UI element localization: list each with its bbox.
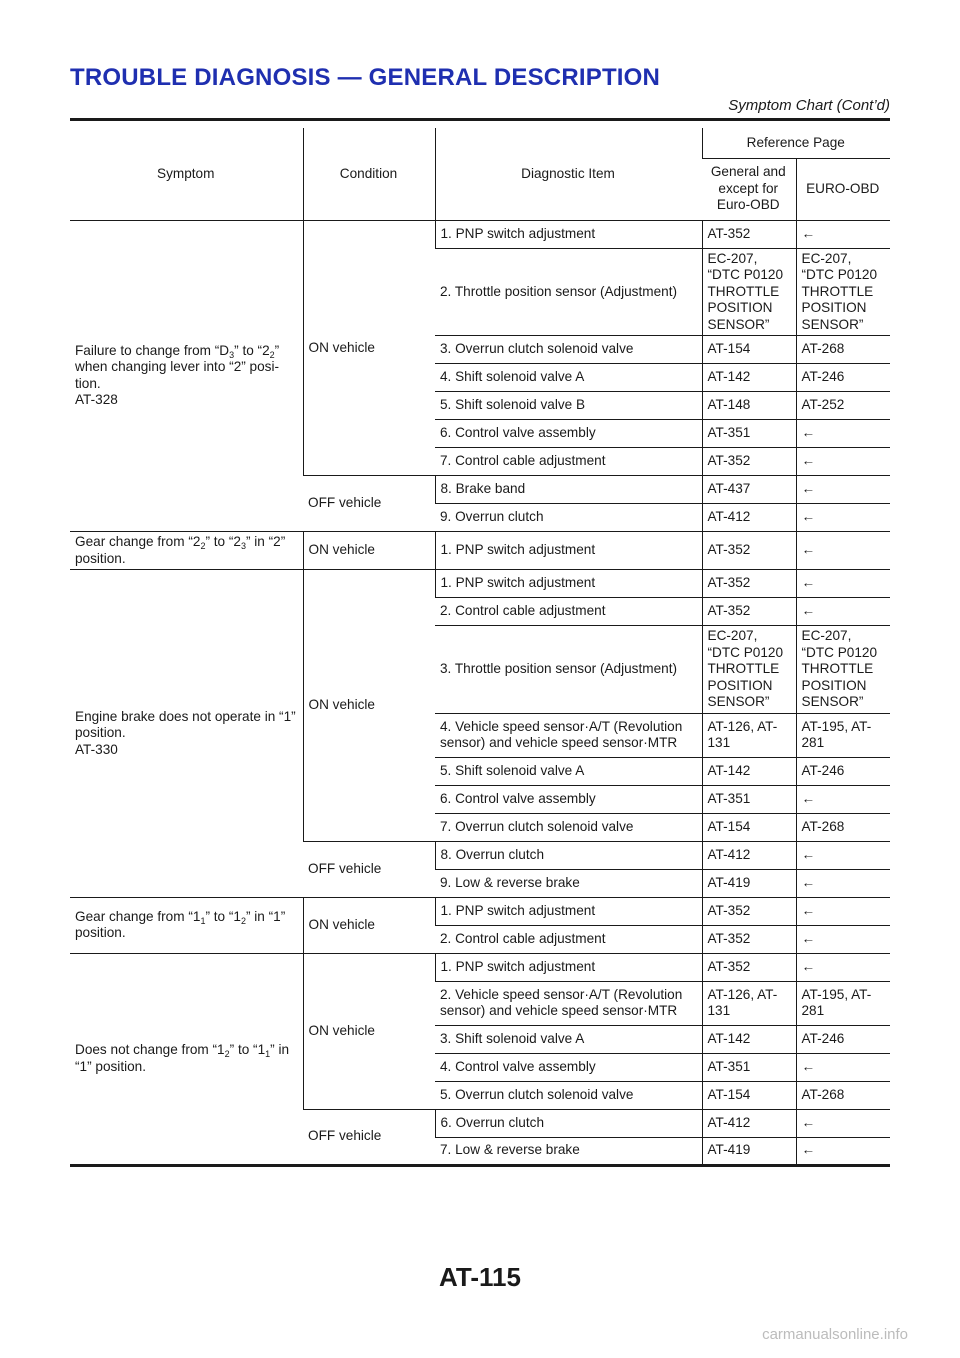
diagnostic-item-cell: 6. Control valve assembly [435, 420, 702, 448]
reference-euro-obd-cell: ← [796, 1137, 890, 1165]
reference-general-cell: AT-142 [702, 757, 796, 785]
condition-cell: ON vehicle [303, 570, 435, 842]
reference-general-cell: AT-352 [702, 598, 796, 626]
reference-general-cell: AT-154 [702, 1081, 796, 1109]
symptom-cell [70, 532, 303, 570]
reference-euro-obd-cell: ← [796, 448, 890, 476]
diagnostic-item-cell: 4. Vehicle speed sensor·A/T (Revolution sensor) and vehicle speed sensor·MTR [435, 713, 702, 757]
reference-general-cell: AT-419 [702, 1137, 796, 1165]
reference-general-cell: AT-352 [702, 897, 796, 925]
diagnostic-item-cell: 1. PNP switch adjustment [435, 220, 702, 248]
diagnostic-item-cell: 1. PNP switch adjustment [435, 532, 702, 570]
symptom-subscript: 2 [269, 349, 275, 360]
diagnostic-item-cell: 3. Throttle position sensor (Adjustment) [435, 626, 702, 714]
condition-cell: OFF vehicle [303, 476, 435, 532]
reference-euro-obd-cell: ← [796, 220, 890, 248]
reference-general-cell: AT-352 [702, 953, 796, 981]
symptom-subscript: 3 [229, 349, 235, 360]
reference-general-cell: AT-419 [702, 869, 796, 897]
symptom-chart-table [70, 128, 890, 1167]
reference-euro-obd-cell: ← [796, 925, 890, 953]
reference-general-cell: AT-352 [702, 925, 796, 953]
diagnostic-item-cell: 8. Overrun clutch [435, 841, 702, 869]
table-row [70, 570, 890, 598]
reference-general-cell: AT-437 [702, 476, 796, 504]
reference-general-cell: AT-148 [702, 392, 796, 420]
reference-euro-obd-cell: ← [796, 476, 890, 504]
table-header [70, 128, 890, 220]
diagnostic-item-cell: 3. Shift solenoid valve A [435, 1025, 702, 1053]
table-row [70, 897, 890, 925]
reference-general-cell: AT-142 [702, 364, 796, 392]
reference-euro-obd-cell: ← [796, 1053, 890, 1081]
reference-euro-obd-cell: ← [796, 598, 890, 626]
reference-euro-obd-cell: ← [796, 897, 890, 925]
symptom-reference: AT-330 [75, 741, 118, 757]
diagnostic-item-cell: 1. PNP switch adjustment [435, 897, 702, 925]
symptom-cell [70, 953, 303, 1165]
reference-general-cell: EC-207, “DTC P0120 THROTTLE POSITION SENSOR” [702, 626, 796, 714]
symptom-cell [70, 570, 303, 898]
symptom-subscript: 2 [240, 915, 246, 926]
watermark: carmanualsonline.info [762, 1326, 908, 1343]
table-row [70, 220, 890, 248]
reference-euro-obd-cell: ← [796, 420, 890, 448]
page-subtitle: Symptom Chart (Cont’d) [728, 97, 890, 114]
reference-euro-obd-cell: AT-246 [796, 364, 890, 392]
table-body [70, 220, 890, 1165]
symptom-text: Gear change from “2 [75, 534, 201, 549]
reference-euro-obd-cell: ← [796, 841, 890, 869]
symptom-text: ” when changing lever into “2” posi-tion. [75, 342, 280, 391]
reference-general-cell: AT-351 [702, 420, 796, 448]
reference-euro-obd-cell: EC-207, “DTC P0120 THROTTLE POSITION SENSOR” [796, 248, 890, 336]
diagnostic-item-cell: 4. Control valve assembly [435, 1053, 702, 1081]
header-euro-obd: EURO-OBD [796, 158, 890, 220]
condition-cell: OFF vehicle [303, 841, 435, 897]
diagnostic-item-cell: 2. Throttle position sensor (Adjustment) [435, 248, 702, 336]
table-row [70, 953, 890, 981]
diagnostic-item-cell: 2. Control cable adjustment [435, 925, 702, 953]
reference-general-cell: AT-352 [702, 532, 796, 570]
reference-euro-obd-cell: AT-268 [796, 813, 890, 841]
diagnostic-item-cell: 9. Low & reverse brake [435, 869, 702, 897]
diagnostic-item-cell: 5. Overrun clutch solenoid valve [435, 1081, 702, 1109]
reference-general-cell: AT-352 [702, 448, 796, 476]
page-title: TROUBLE DIAGNOSIS — GENERAL DESCRIPTION [70, 64, 661, 91]
diagnostic-item-cell: 6. Control valve assembly [435, 785, 702, 813]
symptom-subscript: 2 [224, 1049, 230, 1059]
symptom-cell [70, 897, 303, 953]
condition-cell: ON vehicle [303, 953, 435, 1109]
symptom-text: Gear change from “1 [75, 908, 201, 924]
symptom-text: ” in “1” position. [75, 1042, 290, 1074]
symptom-text: ” to “2 [234, 342, 270, 358]
symptom-text: ” to “1 [229, 1042, 266, 1057]
reference-general-cell: AT-351 [702, 1053, 796, 1081]
reference-general-cell: EC-207, “DTC P0120 THROTTLE POSITION SENSOR” [702, 248, 796, 336]
reference-euro-obd-cell: AT-195, AT-281 [796, 981, 890, 1025]
condition-cell: OFF vehicle [303, 1109, 435, 1165]
diagnostic-item-cell: 5. Shift solenoid valve A [435, 757, 702, 785]
table-row [70, 532, 890, 570]
diagnostic-item-cell: 8. Brake band [435, 476, 702, 504]
reference-euro-obd-cell: AT-195, AT-281 [796, 713, 890, 757]
top-rule [70, 118, 890, 121]
condition-cell: ON vehicle [303, 532, 435, 570]
symptom-text: ” in “1” position. [75, 908, 286, 940]
diagnostic-item-cell: 3. Overrun clutch solenoid valve [435, 336, 702, 364]
header-condition: Condition [303, 128, 435, 220]
symptom-reference: AT-328 [75, 392, 118, 408]
diagnostic-item-cell: 1. PNP switch adjustment [435, 570, 702, 598]
condition-cell: ON vehicle [303, 220, 435, 476]
reference-euro-obd-cell: ← [796, 504, 890, 532]
symptom-text: ” to “2 [205, 534, 241, 549]
reference-general-cell: AT-142 [702, 1025, 796, 1053]
diagnostic-item-cell: 5. Shift solenoid valve B [435, 392, 702, 420]
symptom-subscript: 2 [200, 541, 206, 551]
diagnostic-item-cell: 9. Overrun clutch [435, 504, 702, 532]
reference-euro-obd-cell: AT-246 [796, 1025, 890, 1053]
header-symptom: Symptom [157, 165, 215, 181]
reference-euro-obd-cell: ← [796, 532, 890, 570]
diagnostic-item-cell: 7. Low & reverse brake [435, 1137, 702, 1165]
header-reference-page: Reference Page [702, 128, 890, 158]
reference-general-cell: AT-412 [702, 1109, 796, 1137]
symptom-subscript: 1 [265, 1049, 271, 1059]
diagnostic-item-cell: 7. Overrun clutch solenoid valve [435, 813, 702, 841]
reference-general-cell: AT-126, AT-131 [702, 981, 796, 1025]
reference-general-cell: AT-352 [702, 570, 796, 598]
symptom-subscript: 3 [240, 541, 246, 551]
reference-general-cell: AT-412 [702, 841, 796, 869]
symptom-text: Does not change from “1 [75, 1042, 225, 1057]
reference-general-cell: AT-126, AT-131 [702, 713, 796, 757]
diagnostic-item-cell: 4. Shift solenoid valve A [435, 364, 702, 392]
header-general: General and except for Euro-OBD [702, 158, 796, 220]
reference-euro-obd-cell: ← [796, 953, 890, 981]
reference-general-cell: AT-154 [702, 336, 796, 364]
condition-cell: ON vehicle [303, 897, 435, 953]
diagnostic-item-cell: 2. Vehicle speed sensor·A/T (Revolution sensor) and vehicle speed sensor·MTR [435, 981, 702, 1025]
reference-euro-obd-cell: ← [796, 570, 890, 598]
header-diagnostic-item: Diagnostic Item [435, 128, 702, 220]
reference-euro-obd-cell: ← [796, 785, 890, 813]
reference-euro-obd-cell: AT-268 [796, 1081, 890, 1109]
reference-euro-obd-cell: ← [796, 869, 890, 897]
reference-general-cell: AT-351 [702, 785, 796, 813]
symptom-text: Failure to change from “D [75, 342, 230, 358]
symptom-cell [70, 220, 303, 532]
symptom-text: ” in “2” position. [75, 534, 286, 566]
page-number: AT-115 [439, 1262, 521, 1292]
symptom-text: ” to “1 [205, 908, 241, 924]
reference-euro-obd-cell: EC-207, “DTC P0120 THROTTLE POSITION SENSOR” [796, 626, 890, 714]
symptom-text: Engine brake does not operate in “1” position. [75, 708, 296, 740]
symptom-subscript: 1 [200, 915, 206, 926]
reference-euro-obd-cell: AT-246 [796, 757, 890, 785]
diagnostic-item-cell: 1. PNP switch adjustment [435, 953, 702, 981]
reference-general-cell: AT-352 [702, 220, 796, 248]
reference-general-cell: AT-412 [702, 504, 796, 532]
diagnostic-item-cell: 6. Overrun clutch [435, 1109, 702, 1137]
diagnostic-item-cell: 7. Control cable adjustment [435, 448, 702, 476]
reference-euro-obd-cell: AT-252 [796, 392, 890, 420]
diagnostic-item-cell: 2. Control cable adjustment [435, 598, 702, 626]
reference-euro-obd-cell: AT-268 [796, 336, 890, 364]
reference-euro-obd-cell: ← [796, 1109, 890, 1137]
reference-general-cell: AT-154 [702, 813, 796, 841]
